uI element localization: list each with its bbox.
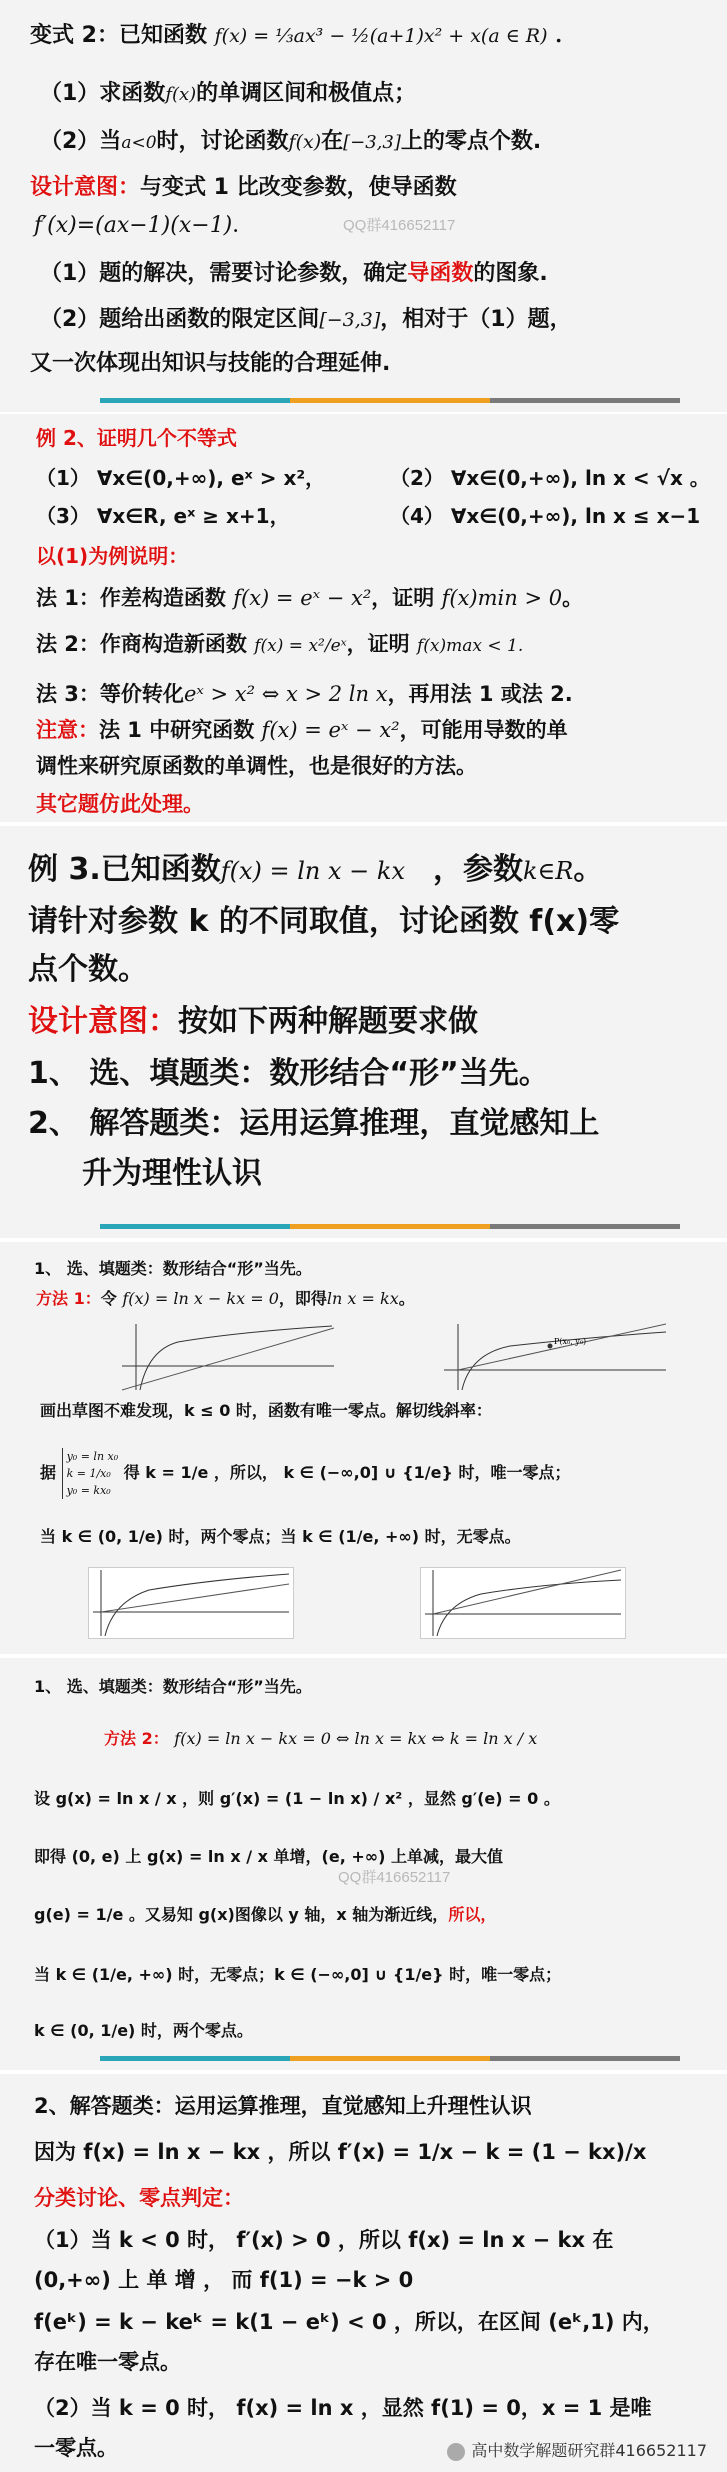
label-red: 所以， [448, 1905, 497, 1924]
wechat-source [447, 2438, 707, 2461]
case-discussion-label: 分类讨论、零点判定： [34, 2186, 244, 2210]
formula: eˣ > x² ⇔ x > 2 ln x [183, 682, 388, 706]
example3-statement [28, 844, 727, 888]
divider-gray [490, 2056, 680, 2061]
inequality-3: （3） ∀x∈R, eˣ ≥ x+1， [36, 504, 290, 528]
text: 令 [100, 1289, 117, 1308]
case-2-line-1: （2）当 k = 0 时， f(x) = ln x ，显然 f(1) = 0，x = 1 是唯 [34, 2396, 652, 2420]
text: 得 k = 1/e ，所以， k ∈ (−∞,0] ∪ {1/e} 时，唯一零点； [123, 1463, 571, 1482]
method-2-mono: 即得 (0, e) 上 g(x) = ln x / x 单增，(e, +∞) 上单减，最大值 [34, 1847, 503, 1866]
example3-line-3: 点个数。 [28, 952, 148, 987]
text: 的图象. [473, 261, 548, 286]
label-red: 注意： [36, 718, 99, 742]
method-3 [36, 678, 727, 708]
section-head: 2、解答题类：运用运算推理，直觉感知上升理性认识 [34, 2094, 532, 2118]
formula: a<0 [121, 133, 157, 153]
text: ，相对于（1）题， [380, 307, 572, 332]
approach-1: 1、 选、填题类：数形结合“形”当先。 [28, 1056, 549, 1091]
panel-example-3 [0, 826, 727, 1238]
label-red: 导函数 [407, 261, 474, 286]
divider-gray [490, 398, 680, 403]
section-head: 1、 选、填题类：数形结合“形”当先。 [34, 1259, 312, 1278]
text: ，证明 [371, 586, 435, 610]
panel-variant-2 [0, 0, 727, 412]
text: 。 [398, 1289, 415, 1308]
text: 法 3：等价转化 [36, 682, 184, 706]
text: ，可能用导数的单 [399, 718, 568, 742]
divider-teal [100, 398, 290, 403]
formula: ln x = kx [326, 1289, 399, 1308]
formula: f(x) = ln x − kx [220, 857, 405, 885]
approach-2-cont: 升为理性认识 [82, 1156, 262, 1191]
formula: f(x) = eˣ − x² [261, 718, 400, 742]
text: ． [555, 23, 578, 48]
text: 据 [40, 1463, 57, 1482]
question-2 [40, 124, 727, 155]
text: （1）求函数 [40, 81, 166, 106]
graph-two-zeros [88, 1567, 294, 1639]
derivative-line: 因为 f(x) = ln x − kx ，所以 f′(x) = 1/x − k = (1 − kx)/x [34, 2140, 647, 2164]
formula: f(x) = ⅓ax³ − ½(a+1)x² + x(a ∈ R) [214, 25, 548, 47]
formula: f(x) [288, 131, 322, 153]
watermark: QQ群416652117 [343, 217, 456, 234]
formula: [−3,3] [319, 309, 381, 331]
wechat-icon [447, 2443, 465, 2461]
method-2-case-2: k ∈ (0, 1/e) 时，两个零点。 [34, 2021, 253, 2040]
example2-title: 例 2、证明几个不等式 [36, 426, 237, 450]
formula: [−3,3] [343, 132, 401, 153]
text: 法 1 中研究函数 [99, 718, 255, 742]
label-red: 设计意图： [28, 1004, 178, 1039]
text: 在 [321, 129, 344, 154]
text: （2）当 [40, 129, 122, 154]
text: （1）题的解决，需要讨论参数，确定 [40, 261, 408, 286]
formula: f(x) = eˣ − x² [233, 586, 372, 610]
formula: f(x)max < 1. [416, 636, 524, 656]
conclusion-1: 画出草图不难发现，k ≤ 0 时，函数有唯一零点。解切线斜率： [40, 1401, 492, 1420]
method-2-max [34, 1902, 727, 1925]
explain-3: 又一次体现出知识与技能的合理延伸. [30, 351, 391, 376]
text: ，参数 [432, 852, 523, 887]
text: 法 1：作差构造函数 [36, 586, 226, 610]
formula: f(x) [165, 84, 197, 105]
text: 上的零点个数. [400, 129, 542, 154]
inequality-4: （4） ∀x∈(0,+∞), ln x ≤ x−1 [390, 504, 701, 528]
text: 法 2：作商构造新函数 [36, 632, 247, 656]
text: 的单调区间和极值点； [196, 81, 417, 106]
label-red: 方法 2： [104, 1729, 169, 1748]
design-intent-1 [30, 170, 727, 201]
formula: k∈R [522, 857, 574, 885]
text: ． [232, 213, 255, 238]
explain-2 [40, 302, 727, 333]
variant2-statement [30, 18, 727, 49]
formula: f(x) = x²/eˣ [254, 636, 347, 656]
panel-example-2 [0, 414, 727, 822]
divider-teal [100, 1224, 290, 1229]
divider-orange [290, 1224, 490, 1229]
graph-ln-vs-line-1 [118, 1320, 338, 1392]
note-line-2: 调性来研究原函数的单调性，也是很好的方法。 [36, 754, 477, 778]
text: ，再用法 1 或法 2. [387, 682, 573, 706]
inequality-1: （1） ∀x∈(0,+∞), eˣ > x²， [36, 466, 326, 490]
formula: f′(x)=(ax−1)(x−1) [34, 213, 233, 238]
method-2-g: 设 g(x) = ln x / x ，则 g′(x) = (1 − ln x) / x² ，显然 g′(e) = 0 。 [34, 1789, 560, 1808]
label-red: 设计意图： [30, 175, 141, 200]
method-1 [36, 582, 727, 612]
method-2 [36, 628, 727, 658]
divider-gray [490, 1224, 680, 1229]
formula: f(x) = ln x − kx = 0 [122, 1289, 279, 1308]
panel-method-2 [0, 1658, 727, 2070]
question-1 [40, 76, 727, 107]
method-2-case-1: 当 k ∈ (1/e, +∞) 时，无零点；k ∈ (−∞,0] ∪ {1/e} 时，唯一零点； [34, 1965, 562, 1984]
text: 例 3.已知函数 [28, 852, 221, 887]
note-line-1 [36, 714, 727, 744]
equation-system [62, 1448, 119, 1499]
text: 时，讨论函数 [156, 129, 289, 154]
divider-orange [290, 398, 490, 403]
approach-2: 2、 解答题类：运用运算推理，直觉感知上 [28, 1106, 600, 1141]
divider-orange [290, 2056, 490, 2061]
panel-solution [0, 2074, 727, 2472]
graph-ln-vs-line-2 [440, 1320, 670, 1392]
watermark: QQ群416652117 [338, 1869, 451, 1886]
text: 。 [562, 586, 584, 610]
inequality-2: （2） ∀x∈(0,+∞), ln x < √x 。 [390, 466, 710, 490]
other-note: 其它题仿此处理。 [36, 792, 204, 816]
graph-no-zero [420, 1567, 626, 1639]
tangent-point-label: P(x₀, y₀) [554, 1337, 587, 1346]
example3-line-2: 请针对参数 k 的不同取值，讨论函数 f(x)零 [28, 904, 620, 939]
text: （2）题给出函数的限定区间 [40, 307, 320, 332]
label-red: 方法 1： [36, 1289, 101, 1308]
section-head: 1、 选、填题类：数形结合“形”当先。 [34, 1677, 312, 1696]
equation: y₀ = ln x₀ [66, 1450, 119, 1463]
text: ，即得 [278, 1289, 327, 1308]
formula: f(x) = ln x − kx = 0 ⇔ ln x = kx ⇔ k = ln x / x [174, 1729, 538, 1748]
text: 。 [573, 852, 604, 887]
panel-method-1 [0, 1242, 727, 1654]
text: 与变式 1 比改变参数，使导函数 [140, 175, 457, 200]
example-note: 以(1)为例说明： [36, 544, 189, 568]
conclusion-2 [40, 1448, 727, 1499]
divider-teal [100, 2056, 290, 2061]
method-2-line [104, 1726, 727, 1749]
case-1-line-3: f(eᵏ) = k − keᵏ = k(1 − eᵏ) < 0 ，所以，在区间 (eᵏ,1) 内， [34, 2310, 664, 2334]
case-2-line-2: 一零点。 [34, 2436, 118, 2460]
source-text: 高中数学解题研究群416652117 [471, 2441, 707, 2460]
equation: y₀ = kx₀ [66, 1484, 111, 1497]
case-1-line-2: (0,+∞) 上 单 增 ， 而 f(1) = −k > 0 [34, 2268, 414, 2292]
case-1-line-4: 存在唯一零点。 [34, 2350, 181, 2374]
case-1-line-1: （1）当 k < 0 时， f′(x) > 0 ，所以 f(x) = ln x − kx 在 [34, 2228, 614, 2252]
design-intent-3 [28, 996, 727, 1040]
method-1-line [36, 1286, 727, 1309]
text: 变式 2：已知函数 [30, 23, 207, 48]
equation: k = 1/x₀ [66, 1467, 111, 1480]
formula: f(x)min > 0 [441, 586, 563, 610]
text: g(e) = 1/e 。又易知 g(x)图像以 y 轴，x 轴为渐近线， [34, 1905, 449, 1924]
conclusion-3: 当 k ∈ (0, 1/e) 时，两个零点；当 k ∈ (1/e, +∞) 时，无零点。 [40, 1527, 521, 1546]
explain-1 [40, 256, 727, 287]
text: ，证明 [346, 632, 410, 656]
text: 按如下两种解题要求做 [178, 1004, 478, 1039]
